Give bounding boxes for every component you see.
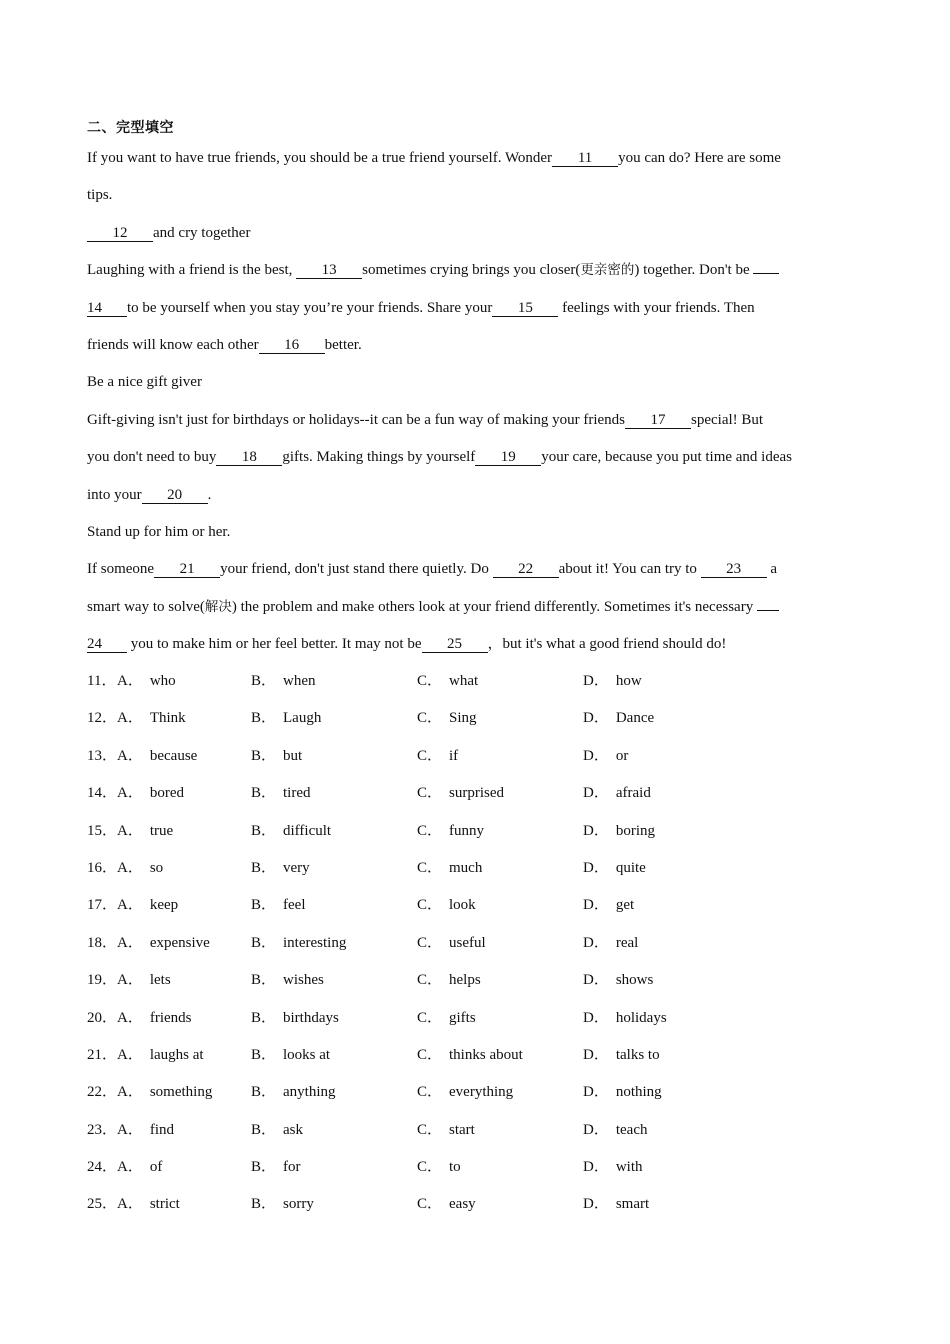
option-a[interactable] <box>117 1074 212 1111</box>
option-text: for <box>283 1159 301 1176</box>
option-letter: B． <box>251 1121 277 1138</box>
option-c[interactable] <box>417 1037 523 1074</box>
option-letter: A． <box>117 897 143 914</box>
option-c[interactable] <box>417 1186 476 1223</box>
passage-line: Gift-giving isn't just for birthdays or holidays--it can be a fun way of making your friends 17 special! But <box>87 411 764 428</box>
option-b[interactable] <box>251 1074 336 1111</box>
option-b[interactable] <box>251 738 302 775</box>
question-number: 18． <box>87 934 118 951</box>
option-letter: B． <box>251 859 277 876</box>
question-number: 22． <box>87 1084 118 1101</box>
option-c[interactable] <box>417 850 482 887</box>
option-a[interactable] <box>117 1112 174 1149</box>
option-text: feel <box>283 897 306 914</box>
option-a[interactable] <box>117 813 173 850</box>
passage-line: If you want to have true friends, you should be a true friend yourself. Wonder 11 you can do? Here are some <box>87 150 781 166</box>
blank-23: 23 <box>701 561 767 578</box>
option-letter: A． <box>117 1121 143 1138</box>
option-text: quite <box>615 859 646 876</box>
option-text: so <box>149 859 164 876</box>
option-text: ask <box>283 1121 304 1138</box>
option-letter: A． <box>117 673 143 689</box>
blank-19: 19 <box>475 449 541 466</box>
question-row <box>87 813 867 850</box>
option-letter: B． <box>251 1159 277 1176</box>
option-text: talks to <box>615 1046 660 1063</box>
option-a[interactable] <box>117 887 178 924</box>
option-text: true <box>149 822 174 839</box>
option-a[interactable] <box>117 1037 204 1074</box>
option-letter: B． <box>251 897 277 914</box>
option-letter: C． <box>417 1009 443 1026</box>
option-letter: C． <box>417 934 443 951</box>
option-b[interactable] <box>251 1037 330 1074</box>
question-row <box>87 887 867 924</box>
option-text: but <box>283 747 303 764</box>
option-a[interactable] <box>117 850 163 887</box>
option-d[interactable] <box>583 1186 649 1223</box>
question-number: 19． <box>87 972 118 989</box>
blank-15: 15 <box>492 300 558 317</box>
option-a[interactable] <box>117 1186 180 1223</box>
passage-heading: 12 and cry together <box>87 215 867 252</box>
option-letter: C． <box>417 897 443 914</box>
option-d[interactable] <box>583 738 628 775</box>
option-text: wishes <box>283 972 324 989</box>
option-letter: A． <box>117 972 143 989</box>
blank-13: 13 <box>296 262 362 279</box>
option-text: nothing <box>615 1084 662 1101</box>
option-d[interactable] <box>583 925 638 962</box>
question-number: 20． <box>87 1009 118 1026</box>
option-text: very <box>283 859 310 876</box>
blank-11: 11 <box>552 150 618 167</box>
option-letter: D． <box>583 897 609 914</box>
option-c[interactable] <box>417 775 504 812</box>
option-b[interactable] <box>251 850 310 887</box>
option-text: friends <box>149 1009 192 1026</box>
option-a[interactable] <box>117 738 197 775</box>
option-text: Think <box>149 710 186 727</box>
option-text: if <box>449 747 459 764</box>
option-text: Laugh <box>283 710 322 727</box>
option-text: with <box>615 1159 643 1176</box>
blank-20: 20 <box>142 487 208 504</box>
question-number: 23． <box>87 1121 118 1138</box>
option-text: interesting <box>283 934 347 951</box>
option-letter: B． <box>251 710 277 727</box>
option-letter: A． <box>117 1084 143 1101</box>
question-row <box>87 775 867 812</box>
option-letter: B． <box>251 747 277 764</box>
option-b[interactable] <box>251 700 321 737</box>
question-row <box>87 1037 867 1074</box>
option-letter: B． <box>251 934 277 951</box>
option-b[interactable] <box>251 813 331 850</box>
question-number: 11． <box>87 673 117 689</box>
option-text: gifts <box>449 1009 476 1026</box>
option-text: or <box>615 747 629 764</box>
answer-options <box>87 663 867 1224</box>
option-letter: D． <box>583 1196 609 1213</box>
passage-line: smart way to solve(解决) the problem and make others look at your friend differently. Sometimes it's necessary <box>87 589 867 626</box>
option-d[interactable] <box>583 775 651 812</box>
option-d[interactable] <box>583 1000 667 1037</box>
option-letter: D． <box>583 1046 609 1063</box>
option-letter: C． <box>417 710 443 727</box>
option-text: strict <box>149 1196 180 1213</box>
option-b[interactable] <box>251 925 346 962</box>
question-row <box>87 1149 867 1186</box>
option-letter: A． <box>117 1046 143 1063</box>
option-a[interactable] <box>117 1000 192 1037</box>
option-d[interactable] <box>583 1112 647 1149</box>
question-number: 17． <box>87 897 118 914</box>
option-text: surprised <box>449 785 505 802</box>
option-letter: D． <box>583 934 609 951</box>
option-b[interactable] <box>251 1149 301 1186</box>
option-d[interactable] <box>583 700 654 737</box>
option-b[interactable] <box>251 887 306 924</box>
option-letter: B． <box>251 822 277 839</box>
option-letter: A． <box>117 859 143 876</box>
blank-16: 16 <box>259 337 325 354</box>
option-letter: D． <box>583 1084 609 1101</box>
option-c[interactable] <box>417 1149 461 1186</box>
option-text: something <box>149 1084 213 1101</box>
question-number: 24． <box>87 1159 118 1176</box>
option-text: easy <box>449 1196 476 1213</box>
option-a[interactable] <box>117 700 186 737</box>
passage-line: tips. <box>87 187 113 204</box>
passage-heading: Stand up for him or her. <box>87 523 231 540</box>
option-letter: C． <box>417 673 443 689</box>
option-c[interactable] <box>417 700 477 737</box>
option-letter: C． <box>417 1084 443 1101</box>
passage-line: friends will know each other 16 better. <box>87 336 362 353</box>
option-text: lets <box>149 972 171 989</box>
option-letter: A． <box>117 1196 143 1213</box>
option-text: anything <box>283 1084 336 1101</box>
option-text: to <box>449 1159 461 1176</box>
option-d[interactable] <box>583 962 653 999</box>
option-letter: D． <box>583 1121 609 1138</box>
option-c[interactable] <box>417 887 476 924</box>
option-letter: D． <box>583 747 609 764</box>
option-text: how <box>615 673 642 689</box>
option-letter: C． <box>417 1046 443 1063</box>
passage-line: into your 20 . <box>87 486 212 503</box>
option-a[interactable] <box>117 1149 162 1186</box>
option-text: helps <box>449 972 481 989</box>
option-text: tired <box>283 785 311 802</box>
option-letter: B． <box>251 972 277 989</box>
option-text: looks at <box>283 1046 331 1063</box>
option-b[interactable] <box>251 1112 303 1149</box>
option-text: everything <box>449 1084 514 1101</box>
option-letter: B． <box>251 1009 277 1026</box>
option-text: because <box>149 747 198 764</box>
question-number: 16． <box>87 859 118 876</box>
question-number: 14． <box>87 785 118 802</box>
option-text: afraid <box>615 785 651 802</box>
option-letter: B． <box>251 1196 277 1213</box>
question-row <box>87 663 867 700</box>
option-text: Sing <box>449 710 477 727</box>
option-d[interactable] <box>583 887 634 924</box>
option-letter: C． <box>417 785 443 802</box>
option-letter: C． <box>417 1121 443 1138</box>
question-number: 21． <box>87 1046 118 1063</box>
question-number: 13． <box>87 747 118 764</box>
option-text: expensive <box>149 934 210 951</box>
option-b[interactable] <box>251 775 311 812</box>
option-text: useful <box>449 934 486 951</box>
blank-18: 18 <box>216 449 282 466</box>
option-letter: A． <box>117 710 143 727</box>
option-c[interactable] <box>417 962 481 999</box>
option-letter: A． <box>117 934 143 951</box>
question-row <box>87 1112 867 1149</box>
passage-heading: Be a nice gift giver <box>87 374 202 391</box>
question-row <box>87 925 867 962</box>
option-text: Dance <box>615 710 655 727</box>
option-text: look <box>449 897 476 914</box>
blank-12: 12 <box>87 225 153 242</box>
blank-24: 24 <box>87 636 127 653</box>
option-c[interactable] <box>417 1112 475 1149</box>
question-row <box>87 1186 867 1223</box>
option-letter: A． <box>117 1159 143 1176</box>
blank-22: 22 <box>493 561 559 578</box>
option-text: birthdays <box>283 1009 339 1026</box>
question-row <box>87 850 867 887</box>
option-d[interactable] <box>583 813 655 850</box>
option-text: thinks about <box>449 1046 523 1063</box>
option-text: when <box>283 673 316 689</box>
passage-line: If someone 21 your friend, don't just stand there quietly. Do 22 about it! You can try to 23 a <box>87 561 778 578</box>
option-letter: B． <box>251 1046 277 1063</box>
question-row <box>87 1000 867 1037</box>
option-a[interactable] <box>117 775 184 812</box>
question-number: 15． <box>87 822 118 839</box>
option-letter: D． <box>583 1009 609 1026</box>
blank-21: 21 <box>154 561 220 578</box>
option-text: bored <box>149 785 184 802</box>
option-text: what <box>449 673 479 689</box>
question-row <box>87 962 867 999</box>
option-text: laughs at <box>149 1046 204 1063</box>
option-letter: C． <box>417 822 443 839</box>
option-d[interactable] <box>583 850 646 887</box>
passage-line: Laughing with a friend is the best, 13 sometimes crying brings you closer(更亲密的) together. Don't be <box>87 252 867 289</box>
option-c[interactable] <box>417 813 484 850</box>
option-a[interactable] <box>117 925 210 962</box>
option-letter: D． <box>583 673 609 689</box>
option-letter: D． <box>583 859 609 876</box>
option-text: start <box>449 1121 475 1138</box>
option-text: get <box>615 897 635 914</box>
question-row <box>87 738 867 775</box>
option-letter: B． <box>251 673 277 689</box>
question-row <box>87 1074 867 1111</box>
blank-25: 25 <box>422 636 488 653</box>
option-text: holidays <box>615 1009 667 1026</box>
option-letter: C． <box>417 972 443 989</box>
blank-24-start <box>757 610 779 611</box>
passage-line: 24 you to make him or her feel better. It may not be 25 ，but it's what a good friend should do! <box>87 636 727 653</box>
option-text: find <box>149 1121 175 1138</box>
option-letter: D． <box>583 710 609 727</box>
cloze-passage <box>87 140 867 663</box>
option-d[interactable] <box>583 1037 660 1074</box>
question-number: 12． <box>87 710 118 727</box>
blank-17: 17 <box>625 412 691 429</box>
option-text: boring <box>615 822 656 839</box>
option-text: sorry <box>283 1196 314 1213</box>
option-c[interactable] <box>417 1000 476 1037</box>
option-b[interactable] <box>251 1000 339 1037</box>
blank-14-start <box>753 273 779 274</box>
question-row <box>87 700 867 737</box>
option-text: real <box>615 934 639 951</box>
option-letter: C． <box>417 747 443 764</box>
option-text: keep <box>149 897 179 914</box>
option-d[interactable] <box>583 1149 643 1186</box>
option-a[interactable] <box>117 663 176 700</box>
option-text: funny <box>449 822 485 839</box>
option-text: shows <box>615 972 654 989</box>
option-letter: C． <box>417 1159 443 1176</box>
option-c[interactable] <box>417 925 486 962</box>
option-c[interactable] <box>417 663 478 700</box>
option-letter: C． <box>417 1196 443 1213</box>
option-text: of <box>149 1159 163 1176</box>
option-letter: C． <box>417 859 443 876</box>
option-letter: A． <box>117 747 143 764</box>
option-letter: A． <box>117 822 143 839</box>
option-d[interactable] <box>583 1074 662 1111</box>
option-letter: A． <box>117 1009 143 1026</box>
option-letter: A． <box>117 785 143 802</box>
option-b[interactable] <box>251 1186 314 1223</box>
option-text: teach <box>615 1121 648 1138</box>
passage-line: you don't need to buy 18 gifts. Making things by yourself 19 your care, because you put time and ideas <box>87 449 793 466</box>
option-text: difficult <box>283 822 332 839</box>
section-title: 二、完型填空 <box>87 120 174 136</box>
option-c[interactable] <box>417 1074 513 1111</box>
passage-line: 14 to be yourself when you stay you’re your friends. Share your 15 feelings with your friends. Then <box>87 299 755 316</box>
option-letter: D． <box>583 1159 609 1176</box>
option-letter: B． <box>251 1084 277 1101</box>
option-c[interactable] <box>417 738 458 775</box>
option-letter: D． <box>583 972 609 989</box>
option-b[interactable] <box>251 663 316 700</box>
option-a[interactable] <box>117 962 171 999</box>
option-text: smart <box>615 1196 650 1213</box>
blank-14: 14 <box>87 300 127 317</box>
option-b[interactable] <box>251 962 324 999</box>
question-number: 25． <box>87 1196 118 1213</box>
option-letter: B． <box>251 785 277 802</box>
option-text: much <box>449 859 483 876</box>
option-letter: D． <box>583 785 609 802</box>
option-letter: D． <box>583 822 609 839</box>
option-text: who <box>149 673 176 689</box>
option-d[interactable] <box>583 663 642 700</box>
